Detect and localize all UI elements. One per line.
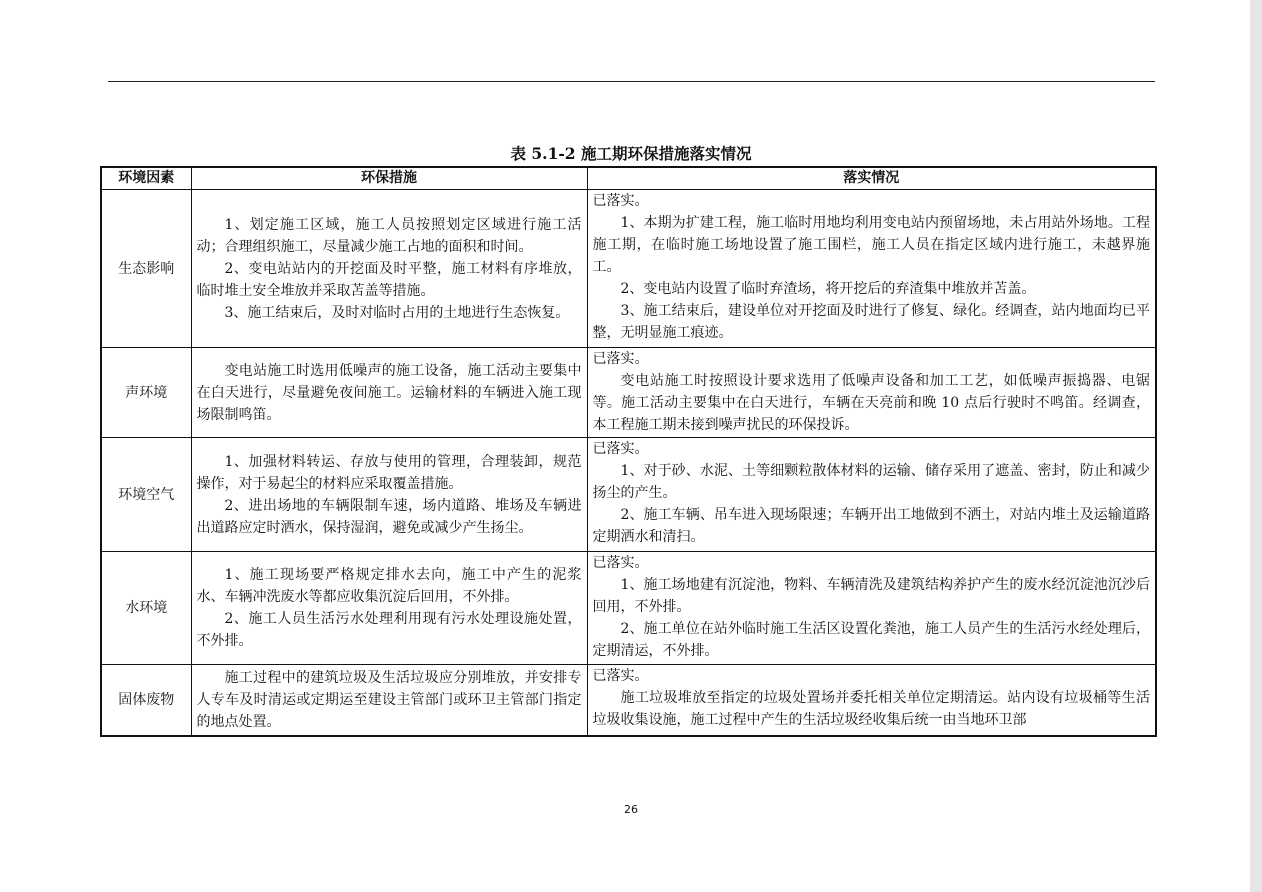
factor-cell: 环境空气 — [101, 438, 191, 552]
measure-text: 2、进出场地的车辆限制车速，场内道路、堆场及车辆进出道路应定时洒水，保持湿润，避免或减少产生扬尘。 — [196, 497, 582, 536]
measure-text: 2、变电站站内的开挖面及时平整，施工材料有序堆放，临时堆土安全堆放并采取苫盖等措施。 — [196, 260, 582, 299]
status-cell — [587, 552, 1156, 665]
header-measures: 环保措施 — [191, 167, 587, 190]
header-status: 落实情况 — [587, 167, 1156, 190]
table-row — [101, 665, 1156, 737]
status-text: 3、施工结束后，建设单位对开挖面及时进行了修复、绿化。经调查，站内地面均已平整，无明显施工痕迹。 — [592, 303, 1150, 341]
measure-cell — [191, 665, 587, 737]
factor-cell: 声环境 — [101, 348, 191, 438]
status-text: 1、对于砂、水泥、土等细颗粒散体材料的运输、储存采用了遮盖、密封，防止和减少扬尘的产生。 — [592, 463, 1150, 501]
table-row — [101, 552, 1156, 665]
factor-cell: 生态影响 — [101, 190, 191, 348]
status-cell — [587, 190, 1156, 348]
measure-cell — [191, 348, 587, 438]
status-head: 已落实。 — [592, 668, 649, 684]
status-text: 施工垃圾堆放至指定的垃圾处置场并委托相关单位定期清运。站内设有垃圾桶等生活垃圾收集设施，施工过程中产生的生活垃圾经收集后统一由当地环卫部 — [592, 690, 1150, 728]
status-text: 1、施工场地建有沉淀池，物料、车辆清洗及建筑结构养护产生的废水经沉淀池沉沙后回用，不外排。 — [592, 577, 1150, 615]
status-head: 已落实。 — [592, 193, 649, 209]
status-cell — [587, 438, 1156, 552]
status-head: 已落实。 — [592, 441, 649, 457]
table-title: 表 5.1-2 施工期环保措施落实情况 — [510, 144, 752, 163]
page-number: 26 — [624, 803, 638, 816]
measures-table — [100, 166, 1157, 737]
measure-text: 变电站施工时选用低噪声的施工设备，施工活动主要集中在白天进行，尽量避免夜间施工。运输材料的车辆进入施工现场限制鸣笛。 — [196, 362, 582, 423]
measure-cell — [191, 190, 587, 348]
status-text: 2、施工车辆、吊车进入现场限速；车辆开出工地做到不洒土，对站内堆土及运输道路定期洒水和清扫。 — [592, 507, 1150, 545]
table-row — [101, 348, 1156, 438]
measure-text: 1、加强材料转运、存放与使用的管理，合理装卸，规范操作，对于易起尘的材料应采取覆盖措施。 — [196, 453, 582, 492]
measure-cell — [191, 438, 587, 552]
header-factor: 环境因素 — [101, 167, 191, 190]
measure-text: 施工过程中的建筑垃圾及生活垃圾应分别堆放，并安排专人专车及时清运或定期运至建设主管部门或环卫主管部门指定的地点处置。 — [196, 670, 582, 730]
status-cell — [587, 665, 1156, 737]
status-text: 变电站施工时按照设计要求选用了低噪声设备和加工工艺，如低噪声振捣器、电锯等。施工活动主要集中在白天进行，车辆在天亮前和晚 10 点后行驶时不鸣笛。经调查，本工程施工期未接到噪声扰民的环保投诉。 — [592, 373, 1150, 433]
table-row — [101, 438, 1156, 552]
status-text: 1、本期为扩建工程，施工临时用地均利用变电站内预留场地，未占用站外场地。工程施工期，在临时施工场地设置了施工围栏，施工人员在指定区域内进行施工，未越界施工。 — [592, 215, 1150, 275]
right-margin-bar — [1250, 0, 1262, 892]
measure-cell — [191, 552, 587, 665]
status-head: 已落实。 — [592, 555, 649, 571]
status-head: 已落实。 — [592, 351, 649, 367]
header-rule — [108, 81, 1155, 82]
factor-cell: 固体废物 — [101, 665, 191, 737]
status-cell — [587, 348, 1156, 438]
factor-cell: 水环境 — [101, 552, 191, 665]
header-row — [101, 167, 1156, 190]
status-text: 2、变电站内设置了临时弃渣场，将开挖后的弃渣集中堆放并苫盖。 — [620, 281, 1036, 297]
table-row — [101, 190, 1156, 348]
measure-text: 3、施工结束后，及时对临时占用的土地进行生态恢复。 — [224, 304, 570, 321]
measure-text: 1、施工现场要严格规定排水去向，施工中产生的泥浆水、车辆冲洗废水等都应收集沉淀后回用，不外排。 — [196, 567, 582, 605]
measure-text: 2、施工人员生活污水处理利用现有污水处理设施处置，不外排。 — [196, 611, 582, 649]
measure-text: 1、划定施工区域，施工人员按照划定区域进行施工活动；合理组织施工，尽量减少施工占地的面积和时间。 — [196, 216, 582, 255]
status-text: 2、施工单位在站外临时施工生活区设置化粪池，施工人员产生的生活污水经处理后，定期清运，不外排。 — [592, 621, 1150, 659]
